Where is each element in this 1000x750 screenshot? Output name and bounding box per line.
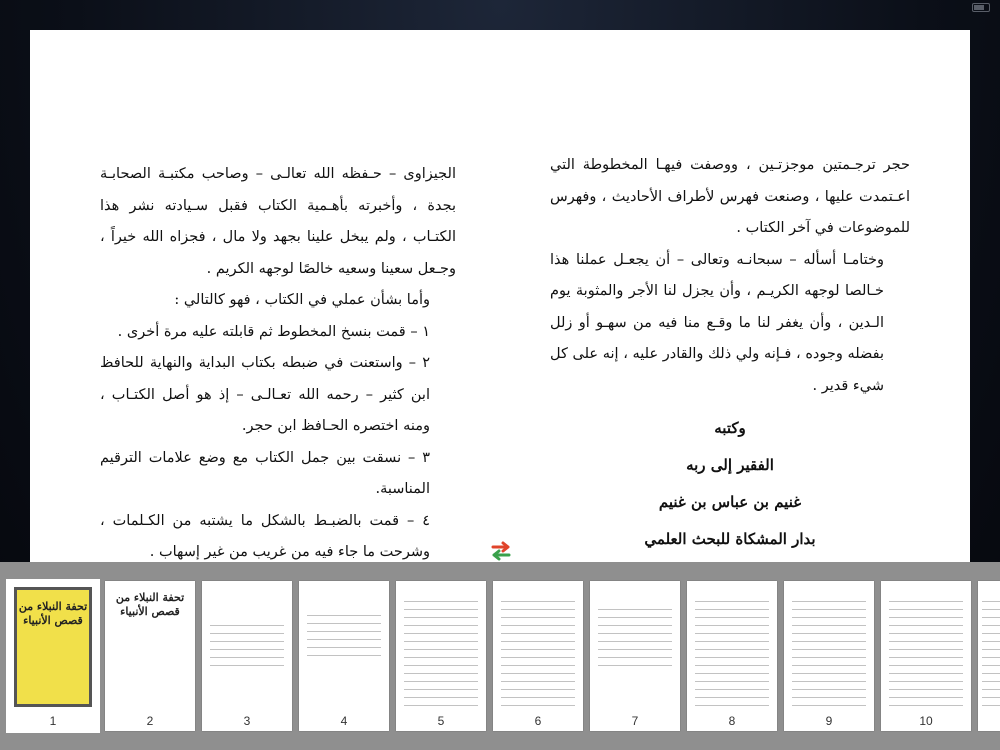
- left-item-3: ٣ – نسقت بين جمل الكتاب مع وضع علامات الترقيم المناسبة.: [100, 449, 430, 497]
- left-item-2: ٢ – واستعنت في ضبطه بكتاب البداية والنهاية للحافظ ابن كثير – رحمه الله تعـالـى – إذ هو أصل الكتـاب ، ومنه اختصره الحـافظ ابن حجر.: [100, 355, 430, 434]
- left-page-text: [100, 159, 456, 632]
- signature-line-3: غنيم بن عباس بن غنيم: [658, 493, 802, 511]
- signature-line-4: بدار المشكاة للبحث العلمي: [644, 530, 816, 548]
- thumbnail-page-10[interactable]: [881, 581, 971, 731]
- thumbnail-number: 5: [396, 711, 486, 731]
- left-item-1: ١ – قمت بنسخ المخطوط ثم قابلته عليه مرة أخرى .: [117, 323, 430, 340]
- thumbnail-page-3[interactable]: [202, 581, 292, 731]
- left-item-4: ٤ – قمت بالضبـط بالشكل ما يشتبه من الكـلمات ، وشرحت ما جاء فيه من غريب من غير إسهاب .: [100, 512, 430, 560]
- thumbnail-page-2[interactable]: [105, 581, 195, 731]
- title-page-title: تحفة النبلاء من قصص الأنبياء: [115, 591, 185, 618]
- signature-line-1: وكتبه: [714, 419, 746, 437]
- battery-icon: [972, 3, 990, 12]
- thumbnail-number: 10: [881, 711, 971, 731]
- right-page-text: [550, 150, 910, 632]
- cover-title: تحفة النبلاء من قصص الأنبياء: [18, 600, 88, 627]
- thumbnail-number: 6: [493, 711, 583, 731]
- thumbnail-page-11-partial[interactable]: [978, 581, 1000, 731]
- right-paragraph-1: حجر ترجـمتين موجزتـين ، ووصفت فيهـا المخطوطة التي اعـتمدت عليها ، وصنعت فهرس لأطراف الأحاديث ، وفهرس للموضوعات في آخر الكتاب .: [550, 157, 910, 236]
- thumbnail-page-5[interactable]: [396, 581, 486, 731]
- right-paragraph-2: وختامـا أسأله – سبحانـه وتعالى – أن يجعـل عملنا هذا خـالصا لوجهه الكريـم ، وأن يجزل لنا الأجر والمثوبة يوم الـدين ، وأن يغفر لنا ما وقـع منا فيه من سهـو أو زلل بفضله وجوده ، فـإنه ولي ذلك والقادر عليه ، إنه على كل شيء قدير .: [550, 251, 884, 394]
- thumbnail-page-9[interactable]: [784, 581, 874, 731]
- page-thumbnail-strip[interactable]: [0, 562, 1000, 750]
- thumbnail-page-6[interactable]: [493, 581, 583, 731]
- thumbnail-number: 8: [687, 711, 777, 731]
- thumbnail-number: 2: [105, 711, 195, 731]
- thumbnail-number: 1: [8, 711, 98, 731]
- signature-line-2: الفقير إلى ربه: [686, 456, 774, 474]
- thumbnail-page-1[interactable]: [8, 581, 98, 731]
- left-paragraph-2: وأما بشأن عملي في الكتاب ، فهو كالتالي :: [174, 292, 430, 308]
- swap-arrows-icon[interactable]: [488, 540, 514, 562]
- left-paragraph-1: الجيزاوى – حـفظه الله تعالـى – وصاحب مكتبـة الصحابـة بجدة ، وأخبرته بأهـمية الكتاب فقبل سـيادته نشر هذا الكتـاب ، ولم يبخل علينا بجهد ولا مال ، فجزاه الله خيراً ، وجـعل سعينا وسعيه خالصًا لوجهه الكريم .: [100, 166, 456, 277]
- thumbnail-page-4[interactable]: [299, 581, 389, 731]
- status-right: [972, 3, 990, 12]
- title-page-thumbnail: [111, 591, 189, 707]
- thumbnail-number: 4: [299, 711, 389, 731]
- book-spread[interactable]: [30, 30, 970, 562]
- cover-thumbnail: [14, 587, 92, 707]
- thumbnail-page-8[interactable]: [687, 581, 777, 731]
- thumbnail-number: 7: [590, 711, 680, 731]
- status-bar: [0, 0, 1000, 14]
- thumbnail-number: 9: [784, 711, 874, 731]
- thumbnail-number: 3: [202, 711, 292, 731]
- thumbnail-page-7[interactable]: [590, 581, 680, 731]
